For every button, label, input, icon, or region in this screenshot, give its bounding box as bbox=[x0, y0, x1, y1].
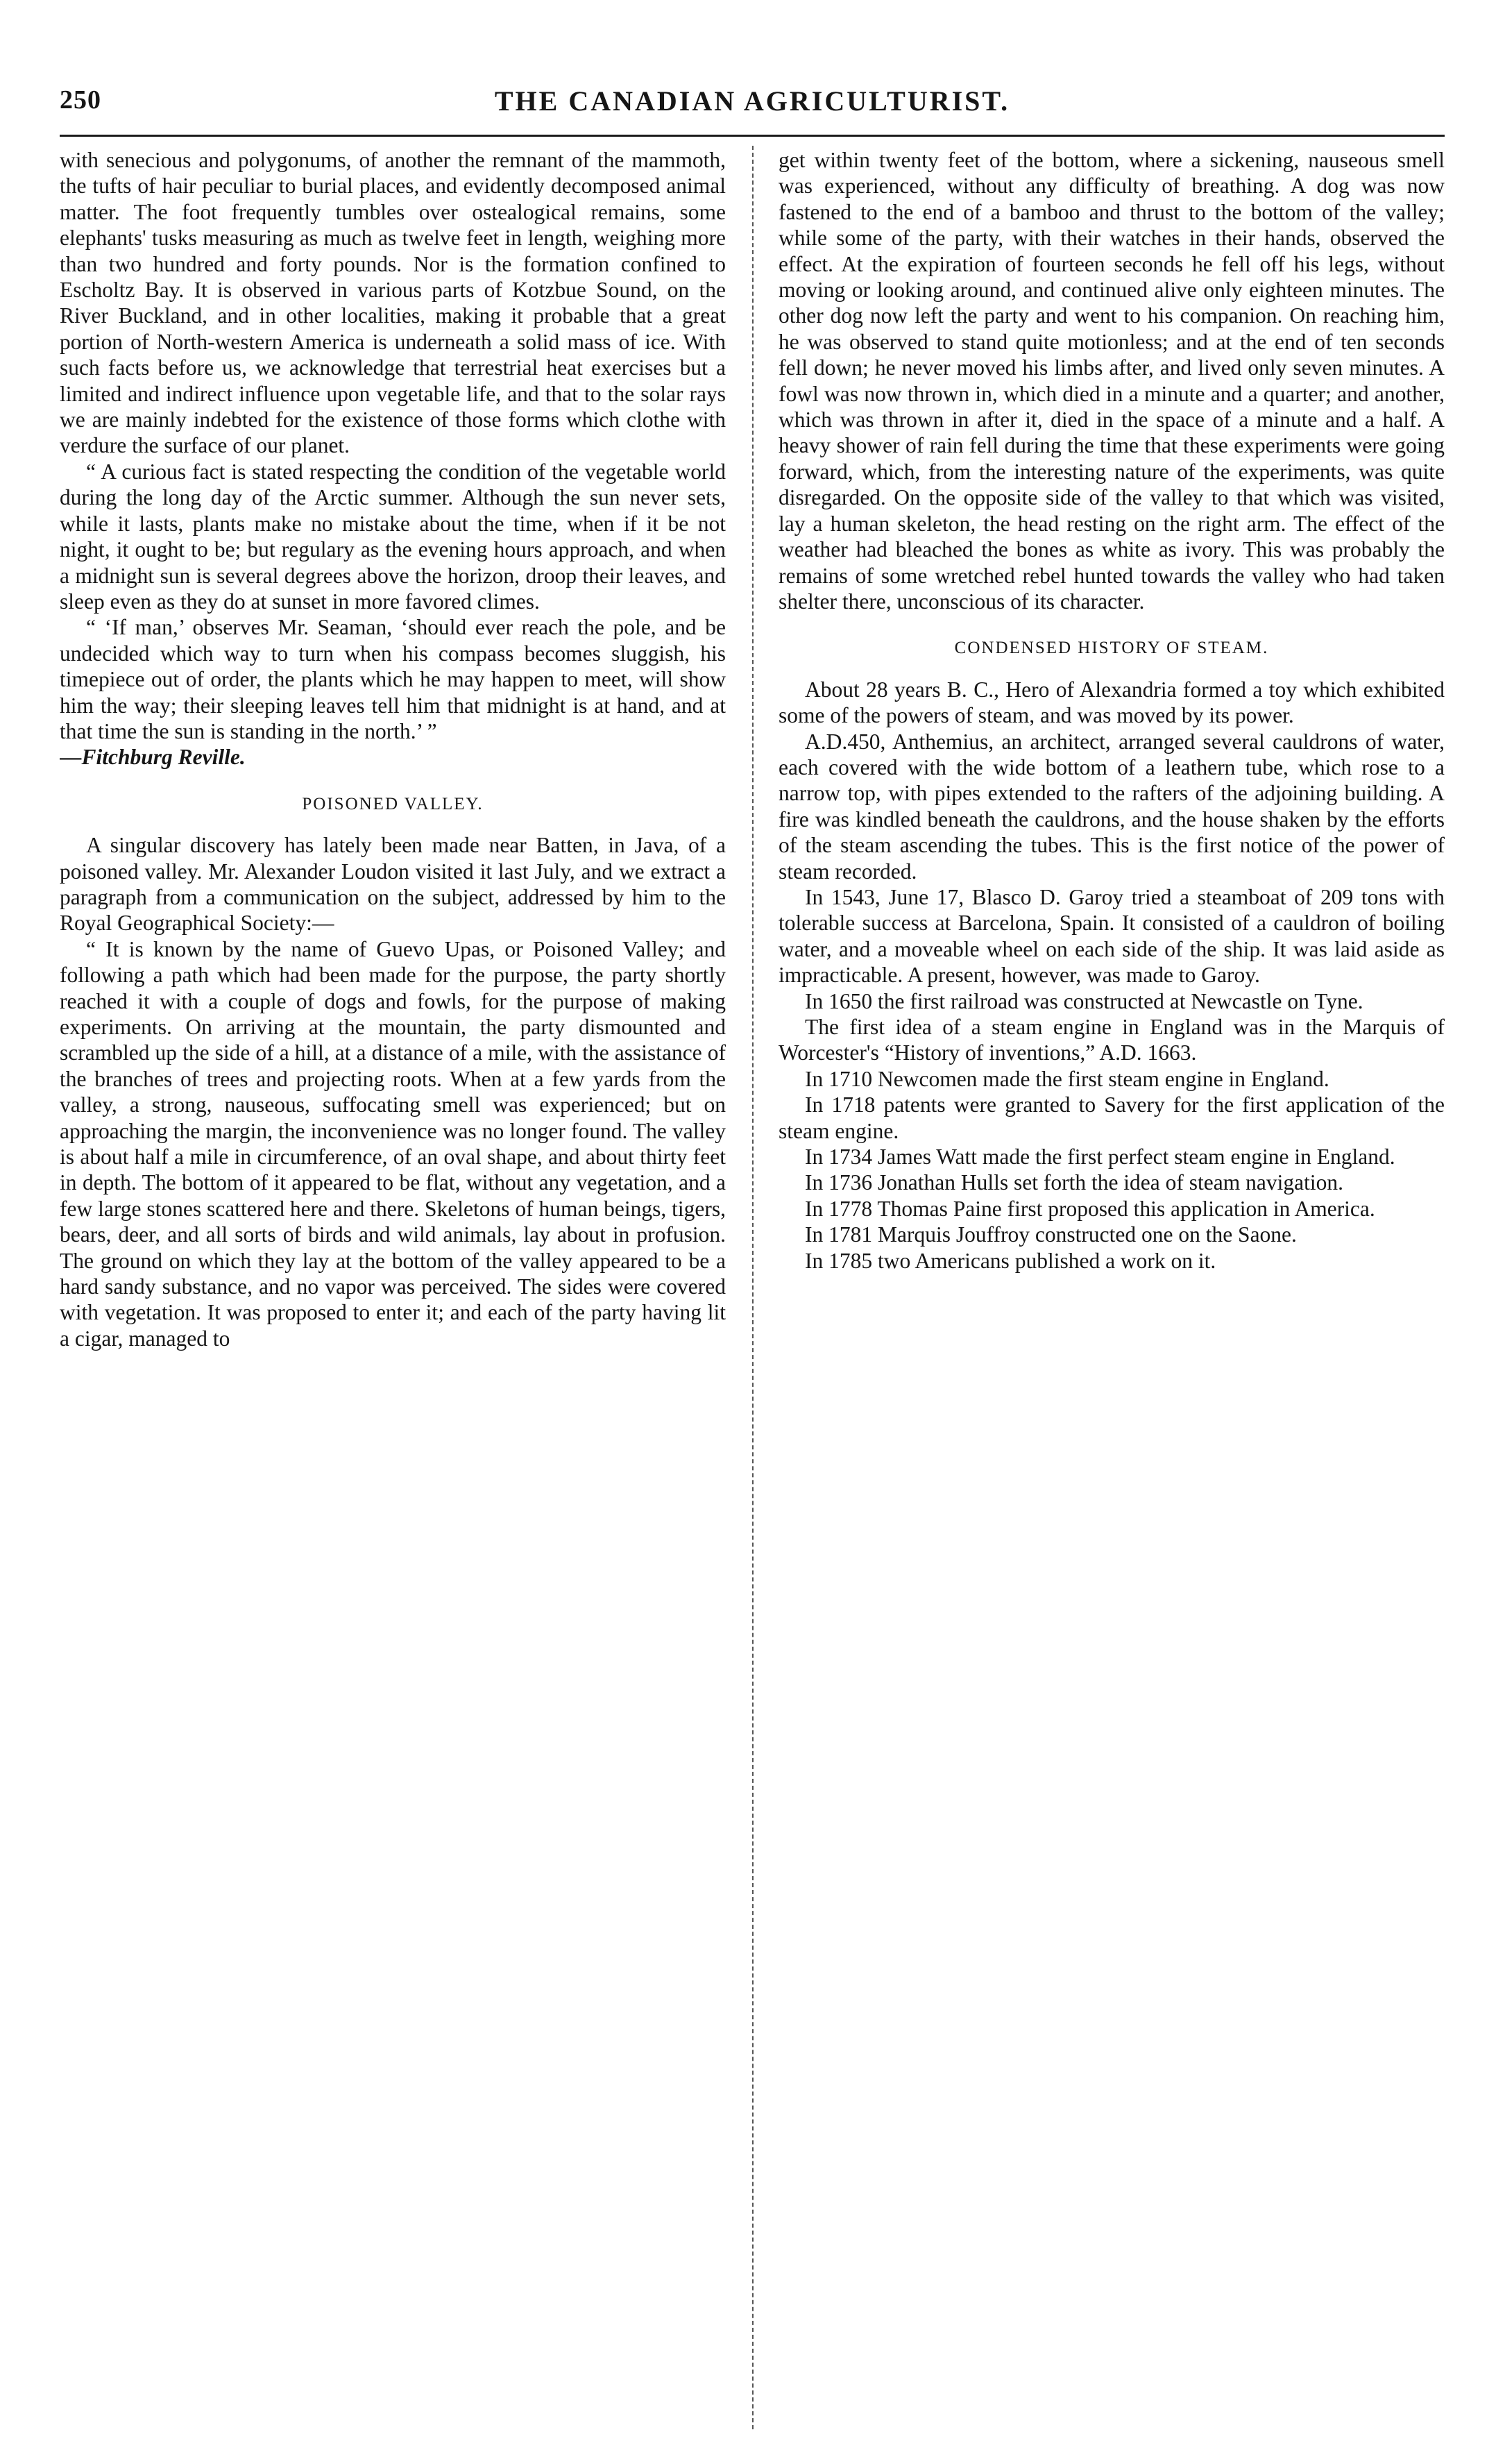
section-heading-history-of-steam: CONDENSED HISTORY OF STEAM. bbox=[954, 639, 1269, 658]
arctic-summer-paragraph: “ A curious fact is stated respecting the condition of the vegetable world during the long day of the Arctic summer. Although the sun never sets, while it lasts, plants make no mistake about the time, when if it be not night, it ought to be; but regulary as the evening hours approach, and when a midnight sun is several degrees above the horizon, droop their leaves, and sleep even as they do at sunset in more favored climes. bbox=[60, 459, 726, 614]
valley-continued-paragraph: get within twenty feet of the bottom, where a sickening, nauseous smell was experienced, without any difficulty of breathing. A dog was now fastened to the end of a bamboo and thrust to the bottom of the valley; while some of the party, with their watches in their hands, observed the effect. At the expiration of fourteen seconds he fell off his legs, without moving or looking around, and continued alive only eighteen minutes. The other dog now left the party and went to his companion. On reaching him, he was observed to stand quite motionless; and at the end of ten seconds fell down; he never moved his limbs after, and lived only seven minutes. A fowl was now thrown in, which died in a minute and a quarter; and another, which was thrown in after it, died in the space of a minute and a half. A heavy shower of rain fell during the time that these experiments were going forward, which, from the interesting nature of the experiments, was quite disregarded. On the opposite side of the valley to that which was visited, lay a human skeleton, the head resting on the right arm. The effect of the weather had bleached the bones as white as ivory. This was probably the remains of some wretched rebel hunted towards the valley who had taken shelter there, unconscious of its character. bbox=[779, 148, 1445, 614]
journal-title: THE CANADIAN AGRICULTURIST. bbox=[494, 85, 1010, 117]
valley-intro-paragraph: A singular discovery has lately been made near Batten, in Java, of a poisoned valley. Mr. Alexander Loudon visited it last July, and we extract a paragraph from a communication on the subject, addressed by him to the Royal Geographical Society:— bbox=[60, 833, 726, 936]
steam-entry: In 1710 Newcomen made the first steam engine in England. bbox=[805, 1066, 1329, 1091]
source-signature: —Fitchburg Reville. bbox=[60, 745, 246, 770]
newspaper-page bbox=[60, 76, 1445, 2433]
steam-entry: About 28 years B. C., Hero of Alexandria formed a toy which exhibited some of the powers of steam, and was moved by its power. bbox=[779, 677, 1445, 728]
steam-entry: In 1734 James Watt made the first perfect steam engine in England. bbox=[805, 1145, 1395, 1170]
steam-entry: In 1736 Jonathan Hulls set forth the idea of steam navigation. bbox=[805, 1170, 1343, 1195]
header-rule bbox=[60, 135, 1445, 137]
page-number: 250 bbox=[60, 85, 101, 115]
seaman-quote-paragraph: “ ‘If man,’ observes Mr. Seaman, ‘should ever reach the pole, and be undecided which way to turn when his compass becomes sluggish, his timepiece out of order, the plants which he may happen to meet, will show him the way; their sleeping leaves tell him that midnight is at hand, and at that time the sun is standing in the north.’ ” bbox=[60, 615, 726, 743]
steam-entry: In 1650 the first railroad was constructed at Newcastle on Tyne. bbox=[805, 988, 1363, 1013]
valley-description-paragraph: “ It is known by the name of Guevo Upas, or Poisoned Valley; and following a path which had been made for the purpose, the party shortly reached it with a couple of dogs and fowls, for the purpose of making experiments. On arriving at the mountain, the party dismounted and scrambled up the side of a hill, at a distance of a mile, with the assistance of the branches of trees and projecting roots. When at a few yards from the valley, a strong, nauseous, suffocating smell was experienced; but on approaching the margin, the inconvenience was no longer found. The valley is about half a mile in circumference, of an oval shape, and about thirty feet in depth. The bottom of it appeared to be flat, without any vegetation, and a few large stones scattered here and there. Skeletons of human beings, tigers, bears, deer, and all sorts of birds and wild animals, lay about in profusion. The ground on which they lay at the bottom of the valley appeared to be a hard sandy substance, and no vapor was perceived. The sides were covered with vegetation. It was proposed to enter it; and each of the party having lit a cigar, managed to bbox=[60, 936, 726, 1351]
page-header bbox=[60, 76, 1445, 125]
section-heading-poisoned-valley: POISONED VALLEY. bbox=[302, 794, 484, 813]
continued-paragraph: with senecious and polygonums, of another the remnant of the mammoth, the tufts of hair peculiar to burial places, and evidently decomposed animal matter. The foot frequently tumbles over ostealogical remains, some elephants' tusks measuring as much as twelve feet in length, weighing more than two hundred and forty pounds. Nor is the formation confined to Escholtz Bay. It is observed in various parts of Kotzbue Sound, on the River Buckland, and in other localities, making it probable that a great portion of North-western America is underneath a solid mass of ice. With such facts before us, we acknowledge that terrestrial heat exercises but a limited and indirect influence upon vegetable life, and that to the solar rays we are mainly indebted for the existence of those forms which clothe with verdure the surface of our planet. bbox=[60, 148, 726, 458]
right-column bbox=[779, 147, 1445, 2431]
steam-entry: A.D.450, Anthemius, an architect, arranged several cauldrons of water, each covered with the wide bottom of a leathern tube, which rose to a narrow top, with pipes extended to the rafters of the adjoining building. A fire was kindled beneath the cauldrons, and the house shaken by the efforts of the steam ascending the tubes. This is the first notice of the power of steam recorded. bbox=[779, 729, 1445, 884]
column-divider bbox=[752, 146, 754, 2429]
steam-entry: The first idea of a steam engine in England was in the Marquis of Worcester's “History of inventions,” A.D. 1663. bbox=[779, 1015, 1445, 1065]
steam-entry: In 1543, June 17, Blasco D. Garoy tried a steamboat of 209 tons with tolerable success at Barcelona, Spain. It consisted of a cauldron of boiling water, and a moveable wheel on each side of the ship. It was laid aside as impracticable. A present, however, was made to Garoy. bbox=[779, 884, 1445, 988]
steam-entry: In 1778 Thomas Paine first proposed this application in America. bbox=[805, 1196, 1375, 1221]
left-column bbox=[60, 147, 726, 2431]
steam-entry: In 1785 two Americans published a work on it. bbox=[805, 1248, 1216, 1273]
steam-entry: In 1781 Marquis Jouffroy constructed one on the Saone. bbox=[805, 1222, 1297, 1247]
steam-entry: In 1718 patents were granted to Savery for the first application of the steam engine. bbox=[779, 1092, 1445, 1143]
